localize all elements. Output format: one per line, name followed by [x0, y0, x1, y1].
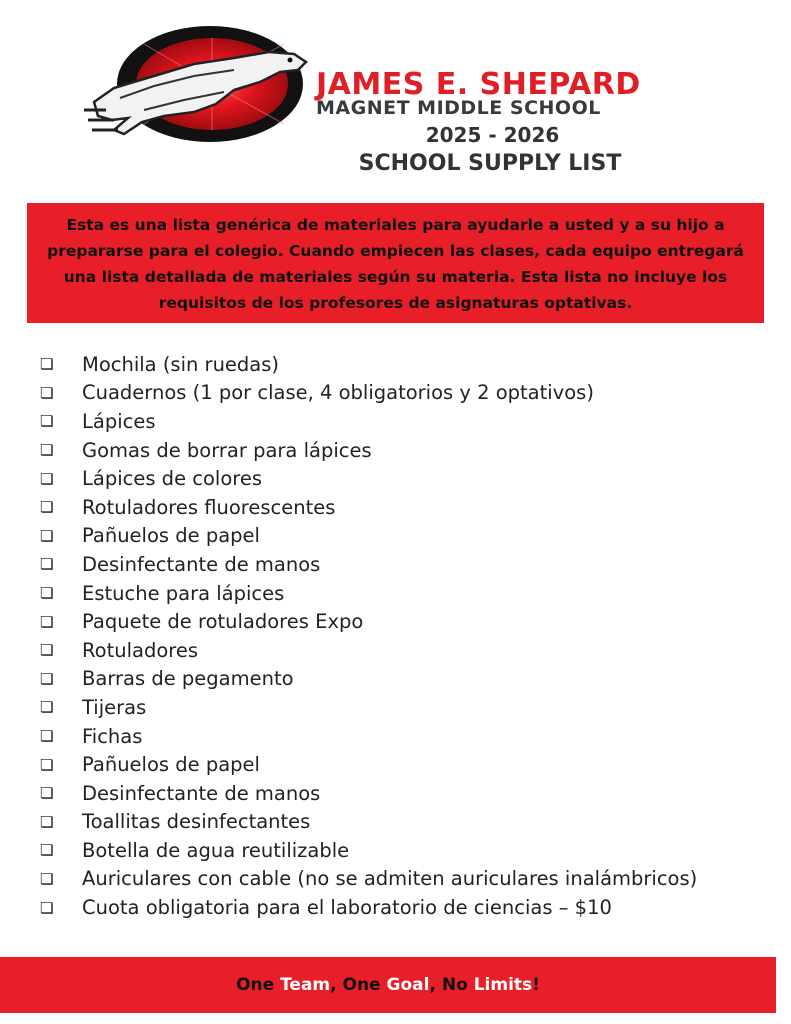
checkbox-icon: ❏ [40, 383, 54, 402]
list-item [40, 379, 780, 408]
checkbox-icon: ❏ [40, 441, 54, 460]
list-item-label: Estuche para lápices [82, 581, 285, 605]
checkbox-icon: ❏ [40, 555, 54, 574]
checkbox-icon: ❏ [40, 727, 54, 746]
list-item-label: Cuota obligatoria para el laboratorio de ciencias – $10 [82, 896, 612, 920]
checkbox-icon: ❏ [40, 355, 54, 374]
checkbox-icon: ❏ [40, 698, 54, 717]
checkbox-icon: ❏ [40, 755, 54, 774]
notice-box [27, 203, 764, 323]
footer-word-team: Team [280, 975, 331, 995]
list-item-label: Desinfectante de manos [82, 552, 321, 576]
list-item [40, 522, 780, 551]
footer-word: ! [532, 975, 540, 995]
footer-word: , [330, 975, 343, 995]
checkbox-icon: ❏ [40, 498, 54, 517]
list-item-label: Barras de pegamento [82, 667, 294, 691]
list-item-label: Botella de agua reutilizable [82, 838, 350, 862]
checkbox-icon: ❏ [40, 584, 54, 603]
list-item [40, 865, 780, 894]
list-item [40, 836, 780, 865]
list-item [40, 636, 780, 665]
checkbox-icon: ❏ [40, 526, 54, 545]
supply-list [40, 350, 780, 922]
list-item-label: Rotuladores fluorescentes [82, 495, 336, 519]
checkbox-icon: ❏ [40, 841, 54, 860]
checkbox-icon: ❏ [40, 898, 54, 917]
checkbox-icon: ❏ [40, 612, 54, 631]
school-year: 2025 - 2026 [425, 123, 560, 147]
footer-word-goal: Goal [386, 975, 430, 995]
list-item-label: Fichas [82, 724, 143, 748]
list-item-label: Pañuelos de papel [82, 524, 260, 548]
list-item [40, 493, 780, 522]
checkbox-icon: ❏ [40, 469, 54, 488]
list-item [40, 893, 780, 922]
school-name: JAMES E. SHEPARD [316, 67, 641, 102]
checkbox-icon: ❏ [40, 869, 54, 888]
footer-word: One [236, 975, 281, 995]
checkbox-icon: ❏ [40, 812, 54, 831]
checkbox-icon: ❏ [40, 784, 54, 803]
list-item [40, 722, 780, 751]
list-item [40, 693, 780, 722]
list-item [40, 464, 780, 493]
list-item [40, 436, 780, 465]
list-item-label: Rotuladores [82, 638, 199, 662]
checkbox-icon: ❏ [40, 412, 54, 431]
footer-word: No [441, 975, 474, 995]
list-item-label: Pañuelos de papel [82, 753, 260, 777]
list-item [40, 350, 780, 379]
checkbox-icon: ❏ [40, 641, 54, 660]
list-item-label: Toallitas desinfectantes [82, 810, 311, 834]
list-item-label: Tijeras [82, 695, 147, 719]
list-item [40, 750, 780, 779]
list-item [40, 808, 780, 837]
checkbox-icon: ❏ [40, 669, 54, 688]
list-item-label: Lápices [82, 409, 156, 433]
list-item [40, 407, 780, 436]
page-title: SCHOOL SUPPLY LIST [358, 151, 622, 176]
list-item [40, 665, 780, 694]
list-item [40, 779, 780, 808]
footer-banner [0, 957, 776, 1013]
list-item-label: Cuadernos (1 por clase, 4 obligatorios y 2 optativos) [82, 381, 594, 405]
school-subtitle: MAGNET MIDDLE SCHOOL [316, 97, 601, 119]
list-item-label: Desinfectante de manos [82, 781, 321, 805]
list-item-label: Paquete de rotuladores Expo [82, 610, 364, 634]
list-item [40, 579, 780, 608]
list-item-label: Auriculares con cable (no se admiten auriculares inalámbricos) [82, 867, 698, 891]
list-item-label: Mochila (sin ruedas) [82, 352, 280, 376]
footer-word: , [429, 975, 442, 995]
list-item [40, 607, 780, 636]
list-item-label: Lápices de colores [82, 467, 263, 491]
panther-logo-icon [84, 24, 314, 144]
list-item-label: Gomas de borrar para lápices [82, 438, 372, 462]
footer-word: One [342, 975, 387, 995]
notice-text: Esta es una lista genérica de materiales para ayudarle a usted y a su hijo a prepararse para el colegio. Cuando empiecen las clases, cada equipo entregará una lista detallada de materiales según su materia. Esta lista no incluye los requisitos de los profesores de asignaturas optativas. [47, 216, 744, 312]
footer-word-limits: Limits [473, 975, 533, 995]
list-item [40, 550, 780, 579]
